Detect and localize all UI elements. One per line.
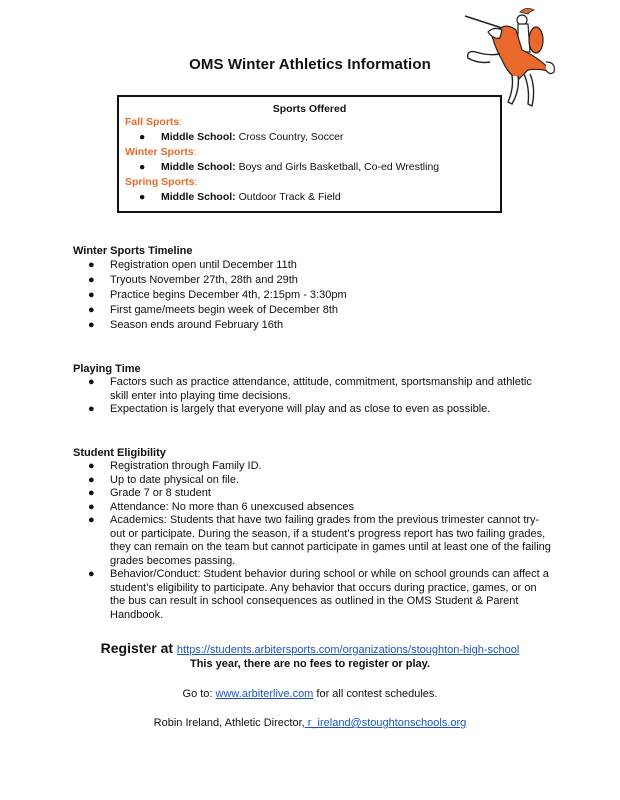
season-label-colon: : [193, 146, 197, 158]
list-item-text: Season ends around February 16th [110, 319, 284, 331]
bullet-icon: ● [88, 304, 95, 316]
sports-names: Outdoor Track & Field [235, 191, 341, 203]
bullet-icon: ● [88, 514, 95, 526]
list-item [73, 501, 553, 515]
list-item-text: Up to date physical on file. [110, 473, 240, 486]
list-item-text: Practice begins December 4th, 2:15pm - 3:30pm [110, 289, 347, 301]
eligibility-section [73, 446, 553, 622]
list-item-text: Grade 7 or 8 student [110, 487, 211, 499]
playing-time-section [73, 362, 553, 417]
bullet-icon: ● [139, 191, 146, 203]
goto-label: Go to: [182, 688, 216, 700]
bullet-icon: ● [88, 403, 95, 415]
bullet-icon: ● [88, 500, 95, 513]
list-item-text: Academics: Students that have two failing grades from the previous trimester cannot try-out or participate. During the season, if a student’s progress report has two failing grades, they can remain on the team but cannot participate in games until at least one of the failing grades becomes passing. [110, 514, 551, 567]
list-item [73, 474, 553, 488]
list-item [73, 318, 553, 333]
list-item-text: Behavior/Conduct: Student behavior during school or while on school grounds can affect a student’s eligibility to participate. Any behavior that occurs during practice, games, or on the bus can result in school consequences as outlined in the OMS Student & Parent Handbook. [110, 568, 549, 621]
bullet-icon: ● [88, 487, 95, 499]
bullet-icon: ● [139, 131, 146, 143]
page-title: OMS Winter Athletics Information [189, 56, 431, 73]
list-item-text: Tryouts November 27th, 28th and 29th [110, 274, 298, 286]
sports-list-item [119, 160, 500, 175]
season-label-colon: : [194, 176, 198, 188]
bullet-icon: ● [139, 161, 146, 173]
list-item [73, 288, 553, 303]
sports-names: Cross Country, Soccer [235, 131, 344, 143]
bullet-icon: ● [88, 274, 95, 286]
list-item [73, 376, 553, 403]
contact-line [0, 717, 620, 729]
list-item [73, 273, 553, 288]
contact-name: Robin Ireland, Athletic Director, [153, 717, 305, 729]
season-label-text: Spring Sports [125, 176, 195, 188]
season-label-fall [125, 115, 500, 130]
list-item [73, 403, 553, 417]
season-label-colon: : [179, 116, 183, 128]
bullet-icon: ● [88, 460, 95, 472]
list-item-text: Factors such as practice attendance, attitude, commitment, sportsmanship and athletic skill enter into playing time decisions. [110, 376, 532, 402]
sports-offered-box [117, 95, 502, 213]
school-level: Middle School: [161, 161, 236, 173]
list-item [73, 258, 553, 273]
list-item-text: Registration through Family ID. [110, 460, 262, 472]
contact-email-link[interactable]: r_ireland@stoughtonschools.org [304, 717, 467, 729]
bullet-icon: ● [88, 259, 95, 271]
arbiterlive-link[interactable]: www.arbiterlive.com [215, 688, 314, 700]
list-item [73, 514, 553, 568]
list-item [73, 568, 553, 622]
season-label-spring [125, 175, 500, 190]
list-item [73, 460, 553, 474]
playing-time-heading: Playing Time [73, 363, 141, 375]
list-item [73, 303, 553, 318]
list-item-text: First game/meets begin week of December 8th [110, 304, 339, 316]
playing-time-list [73, 376, 553, 417]
list-item [73, 487, 553, 501]
list-item-text: Registration open until December 11th [110, 259, 297, 271]
sports-list-item [119, 130, 500, 145]
list-item-text: Attendance: No more than 6 unexcused absences [110, 500, 354, 513]
schedules-line [0, 688, 620, 700]
bullet-icon: ● [88, 568, 95, 580]
season-label-text: Winter Sports [125, 146, 194, 158]
eligibility-list [73, 460, 553, 622]
register-link[interactable]: https://students.arbitersports.com/organizations/stoughton-high-school [176, 644, 520, 656]
bullet-icon: ● [88, 473, 95, 486]
bullet-icon: ● [88, 319, 95, 331]
sports-names: Boys and Girls Basketball, Co-ed Wrestling [235, 161, 440, 173]
bullet-icon: ● [88, 376, 95, 388]
sports-offered-title: Sports Offered [272, 103, 347, 115]
timeline-heading: Winter Sports Timeline [73, 245, 193, 257]
school-level: Middle School: [161, 191, 236, 203]
sports-list-item [119, 190, 500, 205]
school-level: Middle School: [161, 131, 236, 143]
season-label-winter [125, 145, 500, 160]
season-label-text: Fall Sports [125, 116, 180, 128]
eligibility-heading: Student Eligibility [73, 447, 166, 459]
register-line [0, 640, 620, 656]
timeline-section [73, 244, 553, 333]
timeline-list [73, 258, 553, 333]
no-fees-note: This year, there are no fees to register or play. [189, 658, 431, 670]
goto-suffix: for all contest schedules. [313, 688, 438, 700]
bullet-icon: ● [88, 289, 95, 301]
register-label: Register at [100, 640, 177, 656]
list-item-text: Expectation is largely that everyone will play and as close to even as possible. [110, 403, 491, 415]
